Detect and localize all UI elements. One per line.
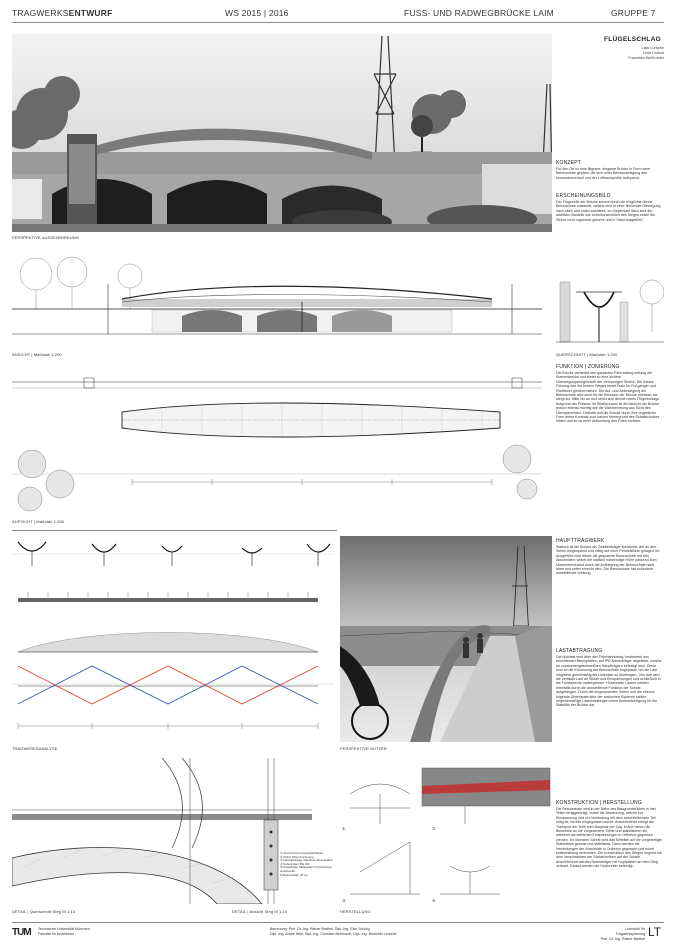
caption-perspective-outside: PERSPEKTIVE AUSSENWIRKUNG: [12, 235, 79, 240]
caption-cross-section: QUERSCHNITT | Maßstab 1:200: [556, 352, 618, 357]
legend-item: ⑤ Hauptträger Stahlplatten mit Flanschen verschweißt: [280, 865, 332, 873]
footer-divider: [12, 922, 664, 923]
plan-drawing: [12, 374, 542, 514]
detail-legend: [280, 852, 336, 877]
section-title-construction: KONSTRUKTION | HERSTELLUNG: [556, 800, 642, 806]
advisors-info: [270, 927, 397, 937]
detail-drawings: [12, 758, 334, 904]
chair-info: [595, 927, 645, 942]
caption-plan: AUFSICHT | Maßstab 1:200: [12, 519, 65, 524]
legend-item: ③ Fahrbahnbelag rutschfeste Betonplatten: [280, 858, 334, 863]
author-name: Franziska Weißmeier: [628, 56, 664, 61]
author-name: Lilian Lesprie: [641, 46, 664, 50]
legend-item: ② Stütze Absturzsicherung: [280, 854, 314, 859]
author-name: Leila Unland: [642, 51, 664, 56]
semester-label: WS 2015 | 2016: [225, 8, 289, 18]
construction-sequence-drawings: [340, 764, 552, 906]
header-divider: [12, 22, 664, 23]
group-label: GRUPPE 7: [611, 8, 656, 18]
svg-text:③: ③: [342, 898, 346, 903]
university-name: Technische Universität München: [38, 927, 90, 931]
caption-user-perspective: PERSPEKTIVE NUTZER: [340, 746, 387, 751]
section-text-main-structure: Statisch ist die Brücke als Zweifeldträger konzipiert, der an den Seiten eingespannt und mittig auf einer Pendelstütze gelagert ist. Ausgeführt wird dieser als gespannte Betonschale mit drei Abschnitten, wobei die statisch notwendige Höhe passend zum Momentenverlauf durch die Aufbiegung der Betonschale nach oben und unten erreicht wird. Die Betonschale hat außerdem aussteifende Wirkung.: [556, 545, 660, 576]
elevation-drawing: [12, 254, 542, 346]
cross-section-drawing: [556, 262, 664, 346]
photo-user-perspective: [340, 536, 552, 742]
authors: [556, 46, 664, 62]
legend-item: ① Absturzsicherung Edelstahlseile: [280, 851, 323, 855]
structural-analysis-diagrams: [12, 536, 334, 740]
caption-detail-elevation: DETAIL | Ansicht Steg M 1:10: [232, 909, 288, 914]
svg-text:①: ①: [342, 826, 346, 831]
section-title-main-structure: HAUPTTRAGWERK: [556, 538, 605, 544]
chair-name: Lehrstuhl für Tragwerksplanung: [615, 927, 645, 936]
section-title-concept: KONZEPT: [556, 160, 582, 166]
chair-professor: Prof. Dr.-Ing. Rainer Barthel: [600, 937, 645, 941]
faculty-name: Fakultät für Architektur: [38, 932, 74, 936]
caption-construction: HERSTELLUNG: [340, 909, 371, 914]
lt-logo: LT: [648, 925, 662, 939]
section-text-construction: Die Betonschale wird in der Nähe des Baugrundstückes in drei Teilen fertiggefertigt, wobei die Bewehrung, welche zur Einspannung und zur Verbindung mit dem anschließenden Teil nötig ist, bereits eingegossen wurde. Anschließend erfolgt der Transport der Teile zum Bauplatz per Zug. Kräne heben die Betonteile an die vorgesehene Stelle und stabilisieren sie, während die seitlichen Einspannungen in Ortbeton gegossen werden. Im nächsten Schritt wird das Mittelteil auf die vorgefertigte Stahlstütze gesetzt und stabilisiert. Dann werden die Verbindungen der Abschnitte in Ortbeton gegossen und somit kraftschlüssig verbunden. Die Konstruktion des Steges beginnt mit dem Verschrauben der Stahlscheiben auf der Schale. Anschließend werden Nebenträger mit Kopfplatten an dem Steg verbaut. Darauf werden die Holzbretter befestigt.: [556, 807, 662, 869]
advisors-line: Dipl.-Ing. André Hitle, Dipl.-Ing. Christian Bernhardt, Dipl.-Ing. Benedikt Lechner: [270, 932, 397, 936]
section-text-concept: Für den Ort ist eine filigrane, elegante Brücke in Form einer Betonschale geplant, die sich unter Berücksichtigung des Momentenverlauf und der Luftraumprofile aufspannt.: [556, 167, 651, 180]
section-title-function: FUNKTION | ZONIERUNG: [556, 364, 620, 370]
project-title: FUSS- UND RADWEGBRÜCKE LAIM: [404, 8, 554, 18]
section-title-load-transfer: LASTABTRAGUNG: [556, 648, 603, 654]
svg-text:②: ②: [432, 826, 436, 831]
legend-item: ④ Nebenträger IPE 200: [280, 861, 310, 866]
legend-item: ⑥ Betonschale, 25 cm: [280, 872, 308, 877]
advisors-line: Betreuung: Prof. Dr.-Ing. Rainer Barthel, Dipl.-Ing. Elke Schörg: [270, 927, 370, 931]
section-title-appearance: ERSCHEINUNGSBILD: [556, 193, 611, 199]
tum-logo: TUM: [12, 927, 31, 938]
caption-elevation: ANSICHT | Maßstab 1:200: [12, 352, 62, 357]
section-text-load-transfer: Die Nutzlast wird über den Fahrbahnbelag, bestehend aus rutschfesten Betonplatten, auf IPE-Nebenträger abgeleitet, welche an zusammengeschweißten Hauptträgern befestigt sind. Diese sind an die Krümmung der Betonschale angepasst, um die Last möglichst gleichmäßig als Linienlast zu übertragen. Von dort wird die vertikale Last an Stütze und Einspannungen und schließlich in die Fundamente weitergeleitet. Horizontale Lasten werden ebenfalls durch die aussteifende Funktion der Schale aufgefangen. Durch die eingespannten Seiten und die ebenso folgende Überbaustruktur der statischen Systeme stellen ungleichmäßige Lasteinleitungen keine Beeinträchtigung für die Stabilität der Brücke dar.: [556, 655, 662, 708]
photo-outside-perspective: [12, 34, 552, 232]
svg-text:④: ④: [432, 898, 436, 903]
caption-structural-analysis: TRAGWERKSANALYSE: [12, 746, 58, 751]
university-info: [38, 927, 90, 937]
divider: [12, 530, 337, 531]
caption-detail-cross: DETAIL | Querschnitt Steg M 1:10: [12, 909, 76, 914]
project-name: FLÜGELSCHLAG: [604, 36, 662, 43]
section-text-function: Die Brücke verbindet den geplanten Fahrradweg entlang der Stammstrecke und bietet so eine sichere Überwegungsmöglichkeit der vierspurigen Straße. Die lineare Führung des 3m breiten Weges bietet Platz für Fußgänger und Radfahrer gleichermaßen. Die Auf- und Abbewegung der Betonschale wird auch für die Benutzer der Brücke erlebbar, sie steigt zur Mitte hin an und senkt sich ähnlich eines Flügelschlags. Aufgrund der Präsenz im Straßenraum ist die Ansicht der Brücke jedoch ebenso wichtig wie die Wahrnehmung aus Sicht des Überquerenden. Deshalb soll die Brücke durch ihre organische Form einen Kontrast zum kahlen Hintergrund des Schallschutzes bilden und so zu einer Aufwertung des Ortes erzielen.: [556, 371, 661, 424]
course-label: TRAGWERKSENTWURF: [12, 8, 113, 18]
section-text-appearance: Der Flügelrolle der Brücke kommt durch die möglichst dünne Betonschale zustande, welche sich in einer fließenden Bewegung nach oben und unten ausdehnt. Im Gegensatz dazu sind die additiven Bauteile wie Unterkonstruktion des Steges sowie die Stütze nicht organisch geformt und in Stahl ausgeführt.: [556, 200, 661, 222]
